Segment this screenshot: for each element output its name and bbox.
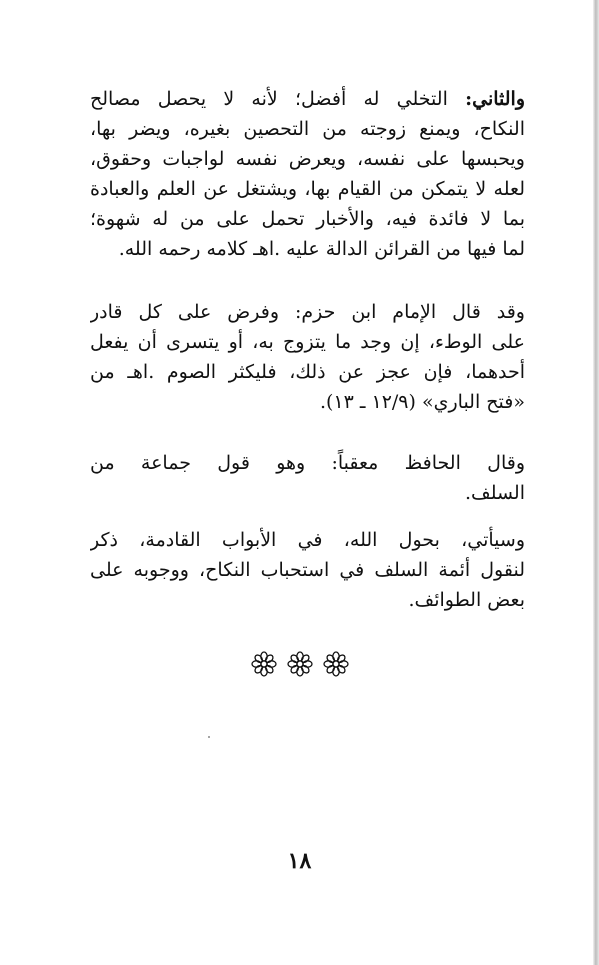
- text-line: ويحبسها على نفسه، ويعرض نفسه لواجبات وحقوق،: [90, 148, 525, 170]
- flower-ornament-icon: [250, 650, 278, 678]
- text-line: النكاح، ويمنع زوجته من التحصين بغيره، ويضر بها،: [90, 118, 525, 140]
- text-line: «فتح الباري» (١٢/٩ ـ ١٣).: [319, 391, 525, 413]
- text-line: وقد قال الإمام ابن حزم: وفرض على كل قادر: [90, 301, 525, 323]
- text-line: السلف.: [464, 482, 525, 504]
- text-line: لنقول أئمة السلف في استحباب النكاح، ووجوبه على: [90, 559, 525, 581]
- text-line: لما فيها من القرائن الدالة عليه .اهـ كلامه رحمه الله.: [118, 238, 525, 260]
- flower-ornament-icon: [322, 650, 350, 678]
- text-line: أحدهما، فإن عجز عن ذلك، فليكثر الصوم .اهـ من: [90, 361, 525, 383]
- text-line: وقال الحافظ معقباً: وهو قول جماعة من: [90, 452, 525, 474]
- text-line: على الوطء، إن وجد ما يتزوج به، أو يتسرى أن يفعل: [90, 331, 525, 353]
- bold-lead: والثاني:: [465, 88, 525, 110]
- paragraph-2: [90, 297, 525, 417]
- page-edge-shadow: [593, 0, 599, 965]
- text-line: بما لا فائدة فيه، والأخبار تحمل على من له شهوة؛: [90, 208, 525, 230]
- section-divider-ornaments: [0, 650, 599, 678]
- flower-ornament-icon: [286, 650, 314, 678]
- text-line: وسيأتي، بحول الله، في الأبواب القادمة، ذكر: [90, 529, 525, 551]
- page-number: ١٨: [287, 848, 312, 874]
- paragraph-1: [90, 84, 525, 264]
- paragraph-3: [90, 448, 525, 508]
- line-text: التخلي له أفضل؛ لأنه لا يحصل مصالح: [90, 88, 466, 110]
- paragraph-4: [90, 525, 525, 615]
- scan-speck: [208, 736, 210, 738]
- text-line: [90, 84, 525, 114]
- text-line: لعله لا يتمكن من القيام بها، ويشتغل عن العلم والعبادة: [90, 178, 525, 200]
- text-line: بعض الطوائف.: [408, 589, 525, 611]
